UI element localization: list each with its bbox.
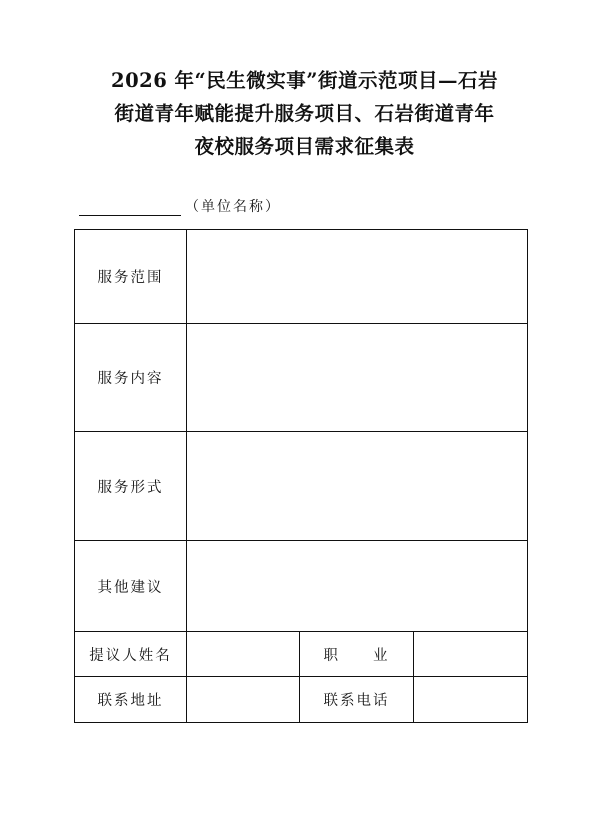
service-content-label: 服务内容	[75, 324, 187, 432]
service-form-field[interactable]	[187, 432, 528, 541]
row-service-form	[75, 432, 528, 541]
service-scope-field[interactable]	[187, 230, 528, 324]
row-contact	[75, 677, 528, 723]
contact-address-field[interactable]	[187, 677, 300, 723]
proposer-name-field[interactable]	[187, 632, 300, 677]
contact-phone-field[interactable]	[414, 677, 528, 723]
title-line-2: 街道青年赋能提升服务项目、石岩街道青年	[114, 102, 495, 125]
requirement-form-table	[74, 229, 528, 723]
other-suggestions-label: 其他建议	[75, 541, 187, 632]
service-scope-label: 服务范围	[75, 230, 187, 324]
contact-address-label: 联系地址	[75, 677, 187, 723]
row-proposer	[75, 632, 528, 677]
service-content-field[interactable]	[187, 324, 528, 432]
row-service-content	[75, 324, 528, 432]
title-line-1: 2026 年“民生微实事”街道示范项目—石岩	[111, 69, 498, 92]
document-title	[70, 64, 539, 163]
other-suggestions-field[interactable]	[187, 541, 528, 632]
contact-phone-label: 联系电话	[300, 677, 414, 723]
service-form-label: 服务形式	[75, 432, 187, 541]
title-line-3: 夜校服务项目需求征集表	[194, 135, 415, 158]
proposer-name-label: 提议人姓名	[75, 632, 187, 677]
unit-name-label: （单位名称）	[185, 199, 281, 215]
unit-name-row	[79, 196, 281, 216]
occupation-label: 职 业	[300, 632, 414, 677]
unit-name-blank[interactable]	[79, 199, 181, 216]
row-other-suggestions	[75, 541, 528, 632]
row-service-scope	[75, 230, 528, 324]
occupation-field[interactable]	[414, 632, 528, 677]
